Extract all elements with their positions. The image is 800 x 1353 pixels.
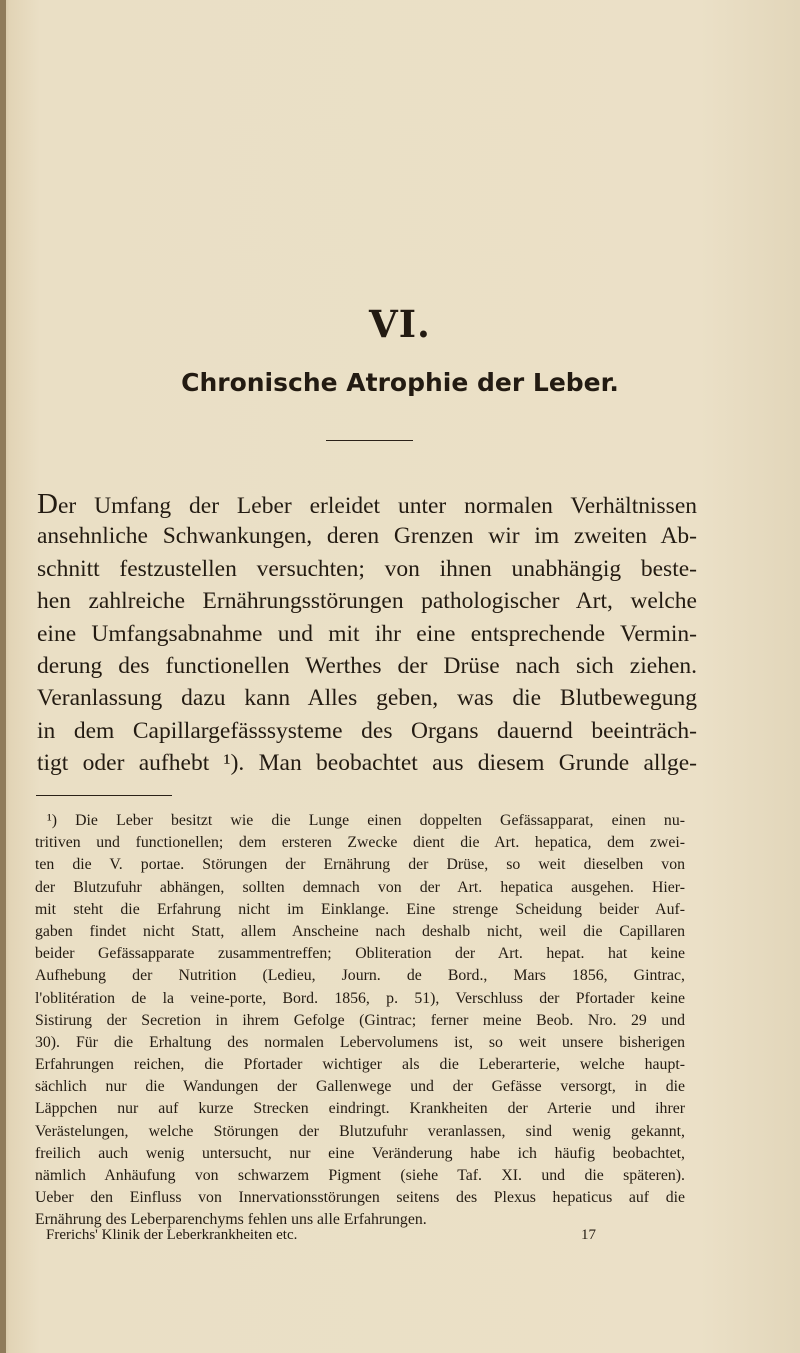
chapter-number: VI.: [369, 302, 431, 346]
footnote-line: ten die V. portae. Störungen der Ernährung der Drüse, so weit dieselben von: [35, 856, 685, 874]
footnote-line: Ueber den Einfluss von Innervationsstörungen seitens des Plexus hepaticus auf die: [35, 1189, 685, 1207]
body-line: derung des functionellen Werthes der Drüse nach sich ziehen.: [37, 652, 697, 679]
body-line: hen zahlreiche Ernährungsstörungen pathologischer Art, welche: [37, 588, 697, 615]
footnote-divider: [36, 795, 172, 796]
footnote-line: der Blutzufuhr abhängen, sollten demnach von der Art. hepatica ausgehen. Hier-: [35, 878, 685, 896]
body-line: ansehnliche Schwankungen, deren Grenzen wir im zweiten Ab-: [37, 523, 697, 550]
footnote-line: Erfahrungen reichen, die Pfortader wichtiger als die Leberarterie, welche haupt-: [35, 1056, 685, 1074]
footnote-line: nämlich Anhäufung von schwarzem Pigment (siehe Taf. XI. und die späteren).: [35, 1167, 685, 1184]
page-number: 17: [581, 1227, 596, 1243]
footnote-line: Läppchen nur auf kurze Strecken eindringt. Krankheiten der Arterie und ihrer: [35, 1100, 685, 1118]
footnote-block: [35, 810, 685, 1232]
title-divider: [326, 440, 413, 441]
footnote-line: l'oblitération de la veine-porte, Bord. 1856, p. 51), Verschluss der Pfortader keine: [35, 989, 685, 1007]
footnote-line: beider Gefässapparate zusammentreffen; Obliteration der Art. hepat. hat keine: [35, 945, 685, 963]
footnote-line: Aufhebung der Nutrition (Ledieu, Journ. de Bord., Mars 1856, Gintrac,: [35, 967, 685, 985]
footnote-line: mit steht die Erfahrung nicht im Einklange. Eine strenge Scheidung beider Auf-: [35, 900, 685, 918]
footnote-line: Ernährung des Leberparenchyms fehlen uns alle Erfahrungen.: [35, 1211, 427, 1229]
footnote-line: freilich auch wenig untersucht, nur eine Veränderung habe ich häufig beobachtet,: [35, 1144, 685, 1162]
initial-letter: D: [37, 488, 58, 520]
footnote-line: ¹) Die Leber besitzt wie die Lunge einen doppelten Gefässapparat, einen nu-: [47, 812, 685, 829]
footnote-line: sächlich nur die Wandungen der Gallenwege und der Gefässe versorgt, in die: [35, 1078, 685, 1096]
footnote-line: Sistirung der Secretion in ihrem Gefolge (Gintrac; ferner meine Beob. Nro. 29 und: [35, 1011, 685, 1029]
body-line: tigt oder aufhebt ¹). Man beobachtet aus diesem Grunde allge-: [37, 750, 697, 777]
body-line: Der Umfang der Leber erleidet unter normalen Verhältnissen: [37, 488, 697, 520]
book-spine-edge: [0, 0, 6, 1353]
body-line: in dem Capillargefässsysteme des Organs dauernd beeinträch-: [37, 717, 697, 744]
footnote-line: gaben findet nicht Statt, allem Anscheine nach deshalb nicht, weil die Capillaren: [35, 922, 685, 940]
body-line: Veranlassung dazu kann Alles geben, was die Blutbewegung: [37, 685, 697, 712]
chapter-title: Chronische Atrophie der Leber.: [181, 368, 619, 397]
body-line: schnitt festzustellen versuchten; von ihnen unabhängig beste-: [37, 555, 697, 582]
footnote-line: tritiven und functionellen; dem ersteren Zwecke dient die Art. hepatica, dem zwei-: [35, 834, 685, 852]
printer-signature: Frerichs' Klinik der Leberkrankheiten etc.: [46, 1227, 298, 1243]
body-paragraph: [37, 488, 697, 780]
footnote-line: Verästelungen, welche Störungen der Blutzufuhr veranlassen, sind wenig gekannt,: [35, 1122, 685, 1140]
page-footer: [46, 1225, 596, 1245]
footnote-line: 30). Für die Erhaltung des normalen Lebervolumens ist, so weit unsere bisherigen: [35, 1033, 685, 1051]
body-line: eine Umfangsabnahme und mit ihr eine entsprechende Vermin-: [37, 620, 697, 647]
